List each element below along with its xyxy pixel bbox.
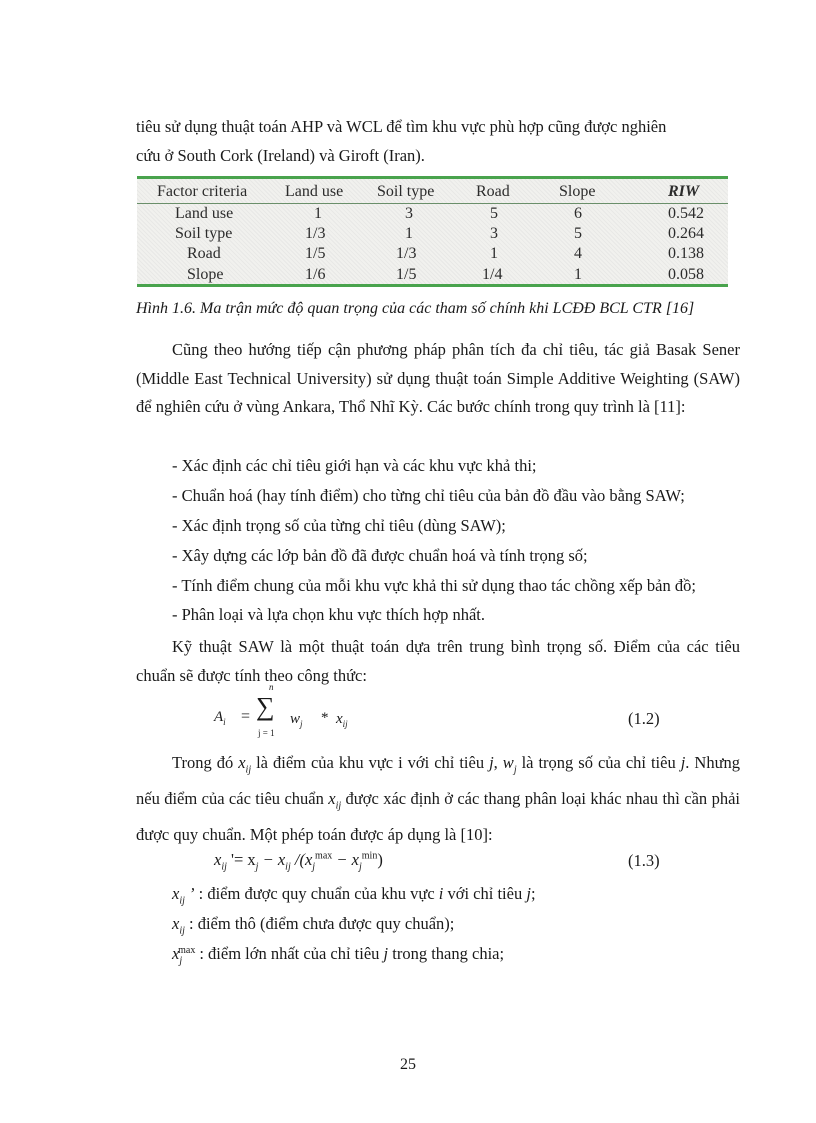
table-row — [137, 205, 728, 225]
table-cell: 0.058 — [668, 266, 704, 283]
table-cell: 0.138 — [668, 245, 704, 262]
table-cell: 0.264 — [668, 225, 704, 242]
table-cell: 1 — [314, 205, 322, 222]
equation-number: (1.3) — [628, 851, 660, 870]
equation-1-3: $x_{ij}$ '= $x_j - x_{ij}$ $/(x_j^{max} - x_j^{min})$ — [214, 850, 383, 873]
table-cell: Land use — [175, 205, 234, 222]
table-header-cell: Road — [476, 183, 510, 200]
table-cell: 1/5 — [396, 266, 417, 283]
paragraph-saw-intro: Cũng theo hướng tiếp cận phương pháp phân tích đa chỉ tiêu, tác giả Basak Sener (Middle East Technical University) sử dụng thuật toán Simple Additive Weighting (SAW) để nghiên cứu ở vùng Ankara, Thổ Nhĩ Kỳ. Các bước chính trong quy trình là [11]: — [136, 340, 740, 416]
table-cell: 5 — [574, 225, 582, 242]
table-cell: 5 — [490, 205, 498, 222]
intro-line-1: tiêu sử dụng thuật toán AHP và WCL để tìm khu vực phù hợp cũng được nghiên — [136, 117, 667, 136]
sigma-icon: ∑ — [256, 692, 275, 721]
eq-sum-lower: j = 1 — [258, 728, 275, 738]
table-cell: Slope — [187, 266, 224, 283]
table-header-row — [137, 183, 728, 203]
table-cell: Soil type — [175, 225, 233, 242]
list-item: - Phân loại và lựa chọn khu vực thích hợp nhất. — [172, 605, 486, 624]
intro-line-2: cứu ở South Cork (Ireland) và Giroft (Iran). — [136, 146, 425, 165]
eq-equals: = — [241, 708, 251, 725]
figure-caption: Hình 1.6. Ma trận mức độ quan trọng của các tham số chính khi LCĐĐ BCL CTR [16] — [136, 300, 695, 317]
importance-matrix-table — [137, 176, 728, 287]
table-header-divider — [137, 203, 728, 204]
table-row — [137, 225, 728, 245]
eq-star: * — [321, 710, 329, 726]
table-cell: 3 — [405, 205, 413, 222]
table-cell: 1 — [405, 225, 413, 242]
list-item: - Xây dựng các lớp bản đồ đã được chuẩn hoá và tính trọng số; — [172, 546, 588, 565]
definition-item: $x_j^{max}$ : điểm lớn nhất của chỉ tiêu j trong thang chia; — [172, 944, 505, 967]
list-item: - Xác định các chỉ tiêu giới hạn và các khu vực khả thi; — [172, 456, 537, 475]
list-item: - Tính điểm chung của mỗi khu vực khả thi sử dụng thao tác chồng xếp bản đồ; — [172, 576, 696, 595]
table-cell: 1/3 — [396, 245, 417, 262]
table-cell: 1/3 — [305, 225, 326, 242]
table-cell: 1 — [490, 245, 498, 262]
page-number: 25 — [400, 1056, 416, 1073]
table-header-cell: Slope — [559, 183, 596, 200]
equation-number: (1.2) — [628, 709, 660, 728]
table-cell: 1/5 — [305, 245, 326, 262]
definition-item: $x_{ij}$ : điểm thô (điểm chưa được quy chuẩn); — [172, 914, 455, 937]
table-header-cell: Factor criteria — [157, 183, 248, 200]
table-row — [137, 266, 728, 286]
table-row — [137, 245, 728, 265]
table-cell: 3 — [490, 225, 498, 242]
definition-item: $x_{ij}$ ’ : điểm được quy chuẩn của khu vực i với chỉ tiêu j; — [172, 884, 536, 907]
table-header-cell: Soil type — [377, 183, 435, 200]
eq-x: $x_{ij}$ — [336, 711, 348, 729]
table-cell: 1/4 — [482, 266, 503, 283]
table-cell: 0.542 — [668, 205, 704, 222]
paragraph-where: Trong đó $x_{ij}$ là điểm của khu vực i với chỉ tiêu j, $w_j$ là trọng số của chỉ tiêu j. Nhưng nếu điểm của các tiêu chuẩn $x_{ij}$ được xác định ở các thang phân loại khác nhau thì cần phải được quy chuẩn. Một phép toán được áp dụng là [10]: — [136, 753, 741, 844]
list-item: - Xác định trọng số của từng chỉ tiêu (dùng SAW); — [172, 516, 506, 535]
table-header-cell: Land use — [285, 183, 344, 200]
eq-sum-upper: n — [269, 682, 274, 692]
paragraph-saw-description: Kỹ thuật SAW là một thuật toán dựa trên trung bình trọng số. Điểm của các tiêu chuẩn sẽ được tính theo công thức: — [136, 637, 740, 685]
eq-weight: $w_j$ — [290, 711, 303, 729]
table-header-cell: RIW — [668, 183, 700, 200]
table-cell: 1 — [574, 266, 582, 283]
table-cell: 6 — [574, 205, 582, 222]
table-cell: Road — [187, 245, 221, 262]
table-cell: 1/6 — [305, 266, 326, 283]
eq-lhs: $A_i$ — [214, 709, 226, 727]
list-item: - Chuẩn hoá (hay tính điểm) cho từng chỉ tiêu của bản đồ đầu vào bằng SAW; — [172, 486, 685, 505]
table-cell: 4 — [574, 245, 582, 262]
